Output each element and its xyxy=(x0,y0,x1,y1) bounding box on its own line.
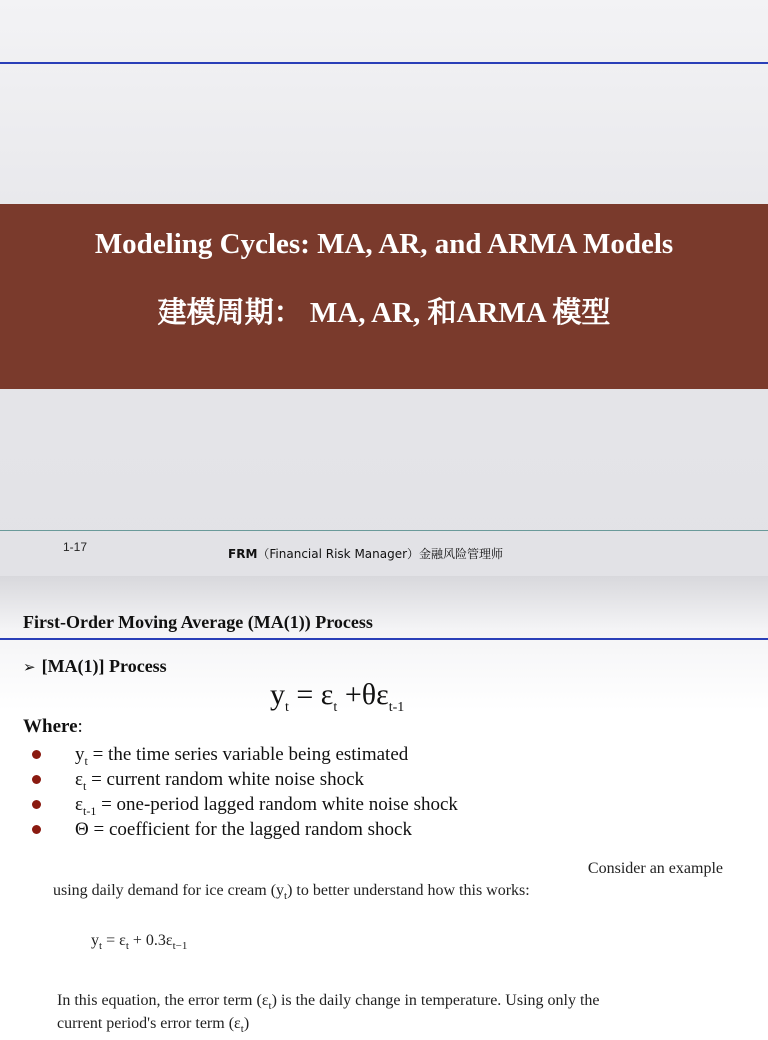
process-label: [MA(1)] Process xyxy=(41,656,167,676)
slide-title-english: Modeling Cycles: MA, AR, and ARMA Models xyxy=(94,228,674,260)
top-rule xyxy=(0,62,768,64)
footer-text xyxy=(228,545,503,562)
heading-rule xyxy=(0,638,768,640)
definition-list xyxy=(32,742,458,842)
ma1-equation: $y_t = \varepsilon_t +\theta\varepsilon_{t-1}$ xyxy=(270,678,405,715)
page-number: 1-17 xyxy=(63,540,88,554)
excerpt-line: Consider an example xyxy=(587,860,723,877)
excerpt-line: current period's error term $(\varepsilon_t)$ xyxy=(57,1015,250,1036)
footer-brand: FRM xyxy=(228,547,258,561)
slide-title-chinese: 建模周期： MA, AR, 和ARMA 模型 xyxy=(157,297,611,329)
bullet-dot-icon xyxy=(32,825,41,834)
bullet-dot-icon xyxy=(32,775,41,784)
list-item: $\varepsilon_{t-1}$ = one-period lagged random white noise shock xyxy=(32,792,458,817)
slide-heading: First-Order Moving Average (MA(1)) Process xyxy=(23,612,373,632)
excerpt-line: using daily demand for ice cream $(y_t)$ to better understand how this works: xyxy=(53,882,530,903)
arrow-bullet-icon: ➢ xyxy=(23,658,36,676)
excerpt-line: In this equation, the error term $(\varepsilon_t)$ is the daily change in temperature. Using only the xyxy=(57,992,600,1013)
scanned-textbook-excerpt xyxy=(53,860,723,1040)
list-item: $y_t$ = the time series variable being estimated xyxy=(32,742,458,767)
content-slide xyxy=(0,576,768,1036)
bullet-dot-icon xyxy=(32,800,41,809)
bullet-dot-icon xyxy=(32,750,41,759)
process-bullet xyxy=(23,656,167,677)
footer-rule xyxy=(0,530,768,531)
where-label: Where: xyxy=(23,716,83,737)
list-item: Θ = coefficient for the lagged random shock xyxy=(32,817,458,842)
list-item: $\varepsilon_t$ = current random white noise shock xyxy=(32,767,458,792)
excerpt-equation: $y_t = \varepsilon_t + 0.3\varepsilon_{t-1}$ xyxy=(91,932,188,953)
footer-description: （Financial Risk Manager）金融风险管理师 xyxy=(257,547,504,561)
